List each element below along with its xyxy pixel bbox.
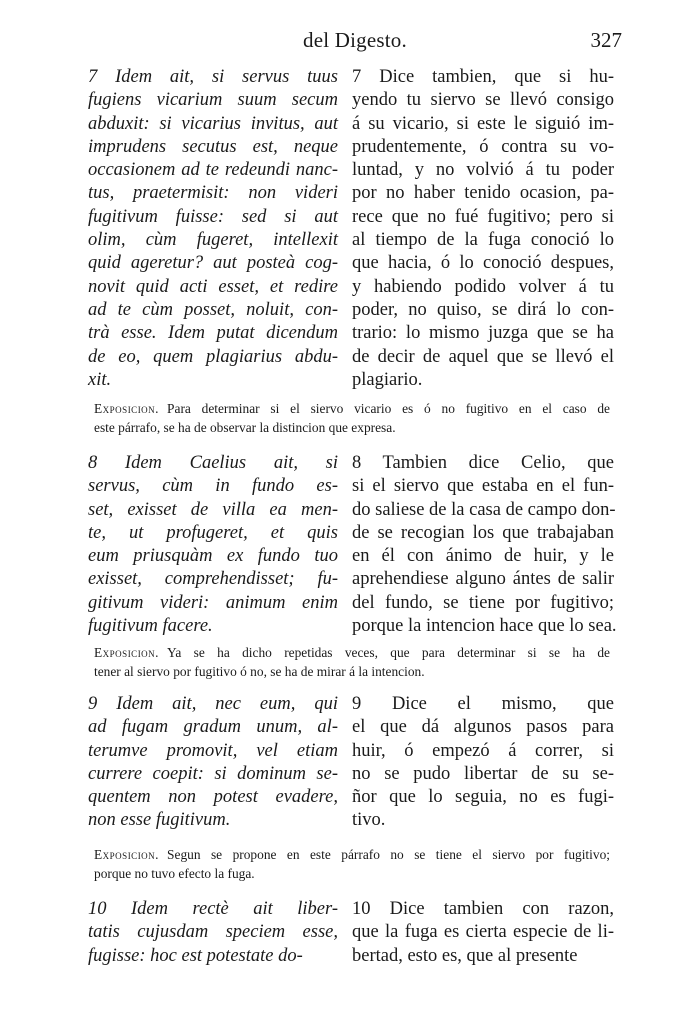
spanish-text-line: que hacia, ó lo conoció despues, [352, 253, 614, 274]
latin-text-line: exisset, comprehendisset; fu- [88, 569, 338, 590]
spanish-text-line: huir, ó empezó á correr, si [352, 740, 614, 761]
exposicion-line [94, 418, 610, 437]
exposicion-note [94, 845, 610, 883]
latin-text-line: 7 Idem ait, si servus tuus [88, 67, 338, 87]
exposicion-line [94, 864, 610, 883]
exposicion-line [94, 399, 610, 418]
spanish-text [352, 898, 614, 968]
spanish-text-line: poder, no quiso, se dirá lo con- [352, 299, 614, 320]
spanish-text-line: 7 Dice tambien, que si hu- [352, 67, 614, 87]
latin-text-line: trà esse. Idem putat dicendum [88, 323, 338, 344]
spanish-text-line: del fundo, se tiene por fugitivo; [352, 592, 614, 613]
latin-text-line: fugitivum facere. [88, 616, 213, 637]
spanish-text-line: bertad, esto es, que al presente [352, 945, 578, 966]
spanish-text-line: 9 Dice el mismo, que [352, 694, 614, 714]
exposicion-note [94, 399, 610, 437]
latin-text-line: xit. [88, 369, 112, 390]
spanish-text-line: luntad, y no volvió á tu poder [352, 160, 614, 181]
spanish-text-line: no se pudo libertar de su se- [352, 763, 614, 784]
latin-text-line: gitivum videri: animum enim [88, 592, 338, 613]
spanish-text-line: de se recogian los que trabajaban [352, 522, 614, 543]
latin-text-line: olim, cùm fugeret, intellexit [88, 230, 338, 251]
exposicion-note [94, 643, 610, 681]
latin-text-line: 8 Idem Caelius ait, si [88, 453, 338, 473]
exposicion-text: tener al siervo por fugitivo ó no, se ha de mirar á la intencion. [94, 664, 425, 679]
exposicion-text: este párrafo, se ha de observar la distincion que expresa. [94, 420, 396, 435]
latin-text-line: quid ageretur? aut posteà cog- [88, 253, 338, 274]
paragraph-pair [88, 66, 622, 392]
exposicion-line [94, 845, 610, 864]
exposicion-label: Exposicion. [94, 401, 160, 416]
exposicion-text: porque no tuvo efecto la fuga. [94, 866, 255, 881]
spanish-text-line: y habiendo podido volver á tu [352, 276, 614, 297]
latin-text-line: fugisse: hoc est potestate do- [88, 945, 303, 966]
spanish-text-line: do saliese de la casa de campo don- [352, 499, 616, 520]
latin-text-line: set, exisset de villa ea men- [88, 499, 338, 520]
latin-text-line: ad te cùm posset, noluit, con- [88, 299, 338, 320]
latin-text-line: tus, praetermisit: non videri [88, 183, 338, 204]
spanish-text-line: aprehendiese alguno ántes de salir [352, 569, 614, 590]
running-title: del Digesto. [303, 28, 407, 52]
spanish-text-line: á su vicario, si este le siguió im- [352, 113, 614, 134]
latin-text-line: occasionem ad te redeundi nanc- [88, 160, 338, 181]
spanish-text-line: de decir de aquel que se llevó el [352, 346, 614, 367]
spanish-text-line: rece que no fué fugitivo; pero si [352, 206, 614, 227]
latin-text-line: non esse fugitivum. [88, 810, 231, 831]
latin-text-line: currere coepit: si dominum se- [88, 763, 338, 784]
latin-text-line: 9 Idem ait, nec eum, qui [88, 694, 338, 714]
latin-text-line: terumve promovit, vel etiam [88, 740, 338, 761]
page-number: 327 [590, 28, 622, 52]
latin-text-line: 10 Idem rectè ait liber- [88, 899, 338, 919]
latin-text-line: tatis cujusdam speciem esse, [88, 922, 338, 943]
spanish-text-line: porque la intencion hace que lo sea. [352, 616, 617, 637]
spanish-text-line: plagiario. [352, 369, 423, 390]
latin-text-line: abduxit: si vicarius invitus, aut [88, 113, 338, 134]
exposicion-label: Exposicion. [94, 645, 160, 660]
exposicion-text: Ya se ha dicho repetidas veces, que para determinar si se ha de [167, 645, 610, 660]
spanish-text-line: al tiempo de la fuga conoció lo [352, 230, 614, 251]
latin-text-line: imprudens secutus est, neque [88, 136, 338, 157]
latin-text-line: te, ut profugeret, et quis [88, 522, 338, 543]
exposicion-text: Segun se propone en este párrafo no se tiene el siervo por fugitivo; [167, 847, 610, 862]
spanish-text [352, 66, 614, 392]
latin-text-line: novit quid acti esset, et redire [88, 276, 338, 297]
latin-text-line: servus, cùm in fundo es- [88, 476, 338, 497]
exposicion-text: Para determinar si el siervo vicario es ó no fugitivo en el caso de [167, 401, 610, 416]
spanish-text-line: el que dá algunos pasos para [352, 717, 614, 738]
spanish-text-line: tivo. [352, 810, 386, 831]
spanish-text-line: que la fuga es cierta especie de li- [352, 922, 614, 943]
page-header [88, 28, 622, 58]
spanish-text-line: 10 Dice tambien con razon, [352, 899, 614, 919]
latin-text-line: de eo, quem plagiarius abdu- [88, 346, 338, 367]
latin-text-line: fugitivum fuisse: sed si aut [88, 206, 338, 227]
paragraph-pair [88, 693, 622, 833]
latin-text-line: ad fugam gradum unum, al- [88, 717, 338, 738]
latin-text [88, 693, 338, 833]
paragraph-pair [88, 452, 622, 638]
spanish-text-line: por no haber tenido ocasion, pa- [352, 183, 614, 204]
exposicion-line [94, 643, 610, 662]
latin-text [88, 66, 338, 392]
latin-text-line: quentem non potest evadere, [88, 787, 338, 808]
spanish-text-line: yendo tu siervo se llevó consigo [352, 90, 614, 111]
exposicion-line [94, 662, 610, 681]
latin-text-line: fugiens vicarium suum secum [88, 90, 338, 111]
spanish-text-line: si el siervo que estaba en el fun- [352, 476, 614, 497]
exposicion-label: Exposicion. [94, 847, 160, 862]
spanish-text [352, 693, 614, 833]
spanish-text-line: trario: lo mismo juzga que se ha [352, 323, 614, 344]
spanish-text-line: en él con ánimo de huir, y le [352, 546, 614, 567]
latin-text-line: eum priusquàm ex fundo tuo [88, 546, 338, 567]
spanish-text [352, 452, 617, 638]
spanish-text-line: prudentemente, ó contra su vo- [352, 136, 614, 157]
latin-text [88, 452, 338, 638]
paragraph-pair [88, 898, 622, 968]
spanish-text-line: 8 Tambien dice Celio, que [352, 453, 614, 473]
latin-text [88, 898, 338, 968]
spanish-text-line: ñor que lo seguia, no es fugi- [352, 787, 614, 808]
